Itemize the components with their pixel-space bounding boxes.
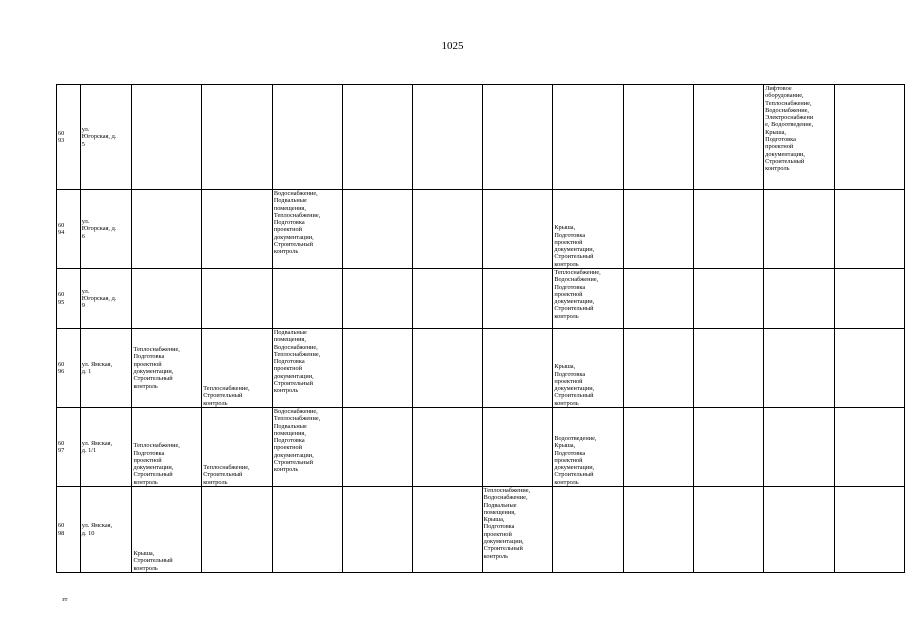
table-cell <box>834 269 904 329</box>
address-cell: ул. Югорская, д. 6 <box>80 190 132 269</box>
table-cell <box>412 269 482 329</box>
table-cell: Крыша, Подготовка проектной документации, Строительный контроль <box>553 190 624 269</box>
table-cell <box>694 329 764 408</box>
table-cell <box>624 269 694 329</box>
table-cell <box>624 190 694 269</box>
table-cell <box>764 190 835 269</box>
table-cell: Крыша, Строительный контроль <box>132 487 202 573</box>
table-cell <box>482 85 553 190</box>
table-cell: Теплоснабжение, Подготовка проектной документации, Строительный контроль <box>132 408 202 487</box>
row-number: 60 96 <box>57 329 81 408</box>
address-cell: ул. Ямская, д. 10 <box>80 487 132 573</box>
table-row <box>57 85 905 190</box>
table-cell <box>694 190 764 269</box>
table-cell <box>272 487 342 573</box>
table-cell <box>624 85 694 190</box>
table-cell <box>202 487 273 573</box>
table-cell: Водоотведение, Крыша, Подготовка проектной документации, Строительный контроль <box>553 408 624 487</box>
table-cell <box>342 408 412 487</box>
table-cell: Теплоснабжение, Строительный контроль <box>202 329 273 408</box>
table-cell <box>624 408 694 487</box>
row-number: 60 93 <box>57 85 81 190</box>
table-cell <box>764 408 835 487</box>
table-cell <box>272 85 342 190</box>
table-cell <box>624 329 694 408</box>
table-cell <box>694 269 764 329</box>
table-cell <box>834 487 904 573</box>
table-cell <box>553 487 624 573</box>
works-table <box>56 84 905 573</box>
address-cell: ул. Ямская, д. 1/1 <box>80 408 132 487</box>
table-cell <box>482 269 553 329</box>
table-cell <box>132 269 202 329</box>
table-cell <box>202 269 273 329</box>
table-cell <box>694 487 764 573</box>
table-cell: Водоснабжение, Подвальные помещения, Теплоснабжение, Подготовка проектной документации, Строительный контроль <box>272 190 342 269</box>
table-cell <box>202 85 273 190</box>
table-cell <box>342 85 412 190</box>
table-cell: Теплоснабжение, Строительный контроль <box>202 408 273 487</box>
table-cell <box>412 85 482 190</box>
row-number: 60 94 <box>57 190 81 269</box>
table-cell <box>482 190 553 269</box>
table-cell <box>834 85 904 190</box>
row-number: 60 98 <box>57 487 81 573</box>
table-cell <box>482 329 553 408</box>
table-cell <box>132 85 202 190</box>
table-cell <box>553 85 624 190</box>
table-cell: Теплоснабжение, Водоснабжение, Подвальные помещения, Крыша, Подготовка проектной документации, Строительный контроль <box>482 487 553 573</box>
table-cell: Теплоснабжение, Подготовка проектной документации, Строительный контроль <box>132 329 202 408</box>
address-cell: ул. Югорская, д. 9 <box>80 269 132 329</box>
table-cell: Теплоснабжение, Водоснабжение, Подготовка проектной документации, Строительный контроль <box>553 269 624 329</box>
table-cell: Крыша, Подготовка проектной документации, Строительный контроль <box>553 329 624 408</box>
table-row <box>57 487 905 573</box>
table-cell <box>694 85 764 190</box>
table-cell <box>834 190 904 269</box>
table-cell <box>342 190 412 269</box>
table-cell <box>342 329 412 408</box>
table-cell: Водоснабжение, Теплоснабжение, Подвальные помещения, Подготовка проектной документации, Строительный контроль <box>272 408 342 487</box>
page-number: 1025 <box>441 40 464 52</box>
table-row <box>57 408 905 487</box>
table-row <box>57 269 905 329</box>
table-row <box>57 190 905 269</box>
footer-mark: зт <box>62 596 68 603</box>
table-cell <box>412 329 482 408</box>
row-number: 60 95 <box>57 269 81 329</box>
table-cell <box>764 487 835 573</box>
table-cell: Лифтовое оборудование, Теплоснабжение, Водоснабжение, Электроснабжени е, Водоотведение, Крыша, Подготовка проектной документации, Строительный контроль <box>764 85 835 190</box>
table-cell <box>412 190 482 269</box>
row-number: 60 97 <box>57 408 81 487</box>
table-cell <box>834 408 904 487</box>
table-cell <box>132 190 202 269</box>
table-cell <box>624 487 694 573</box>
table-cell <box>342 487 412 573</box>
table-cell <box>764 269 835 329</box>
address-cell: ул. Ямская, д. 1 <box>80 329 132 408</box>
table-cell <box>412 408 482 487</box>
table-cell <box>202 190 273 269</box>
table-cell <box>412 487 482 573</box>
table-cell <box>834 329 904 408</box>
table-cell <box>272 269 342 329</box>
table-cell <box>694 408 764 487</box>
address-cell: ул. Югорская, д. 5 <box>80 85 132 190</box>
table-cell: Подвальные помещения, Водоснабжение, Теплоснабжение, Подготовка проектной документации, Строительный контроль <box>272 329 342 408</box>
table-row <box>57 329 905 408</box>
table-cell <box>482 408 553 487</box>
table-cell <box>342 269 412 329</box>
table-cell <box>764 329 835 408</box>
